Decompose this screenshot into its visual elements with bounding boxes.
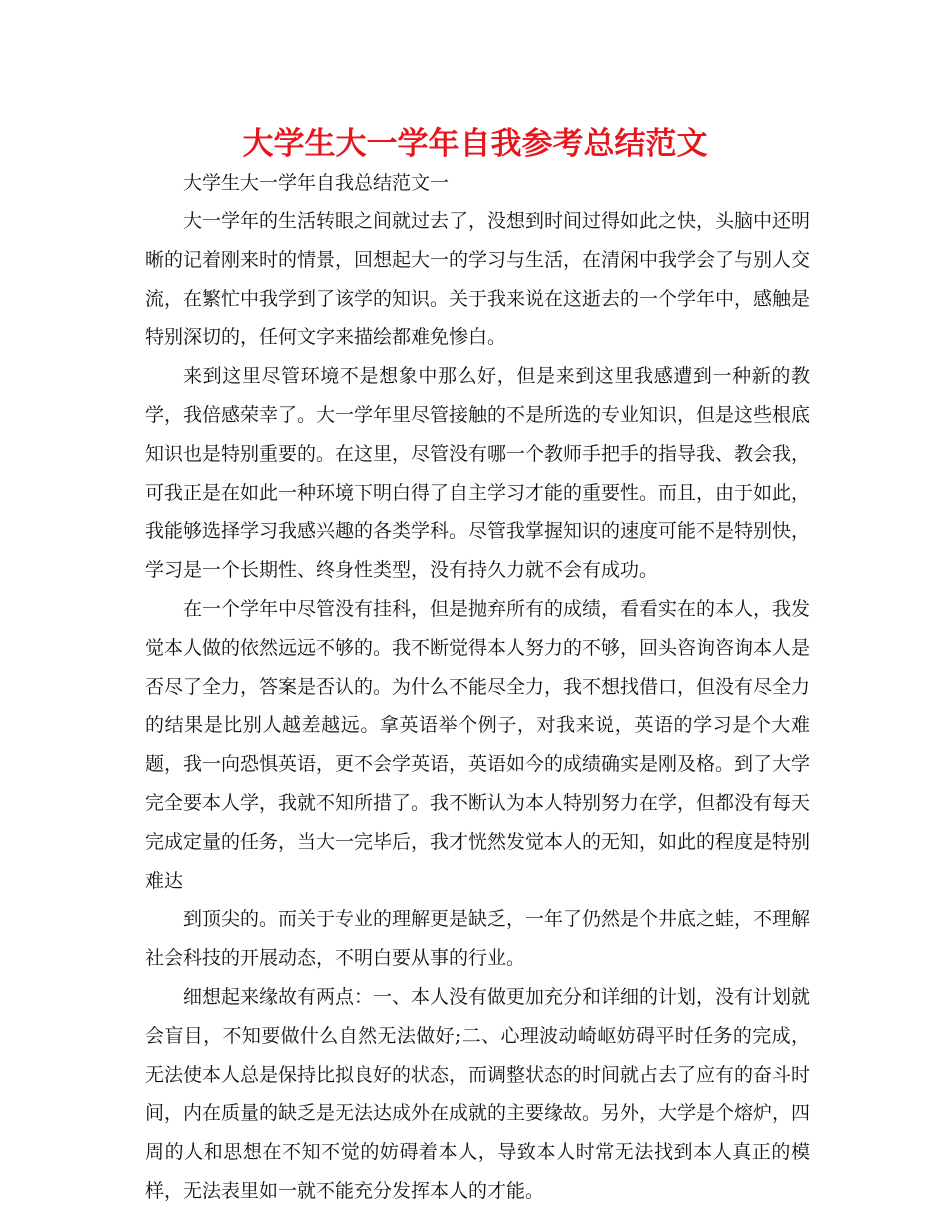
body-paragraph: 到顶尖的。而关于专业的理解更是缺乏，一年了仍然是个井底之蛙，不理解社会科技的开展动态，不明白要从事的行业。 — [145, 908, 811, 970]
body-paragraph: 在一个学年中尽管没有挂科，但是抛弃所有的成绩，看看实在的本人，我发觉本人做的依然远远不够的。我不断觉得本人努力的不够，回头咨询咨询本人是否尽了全力，答案是否认的。为什么不能尽全力，我不想找借口，但没有尽全力的结果是比别人越差越远。拿英语举个例子，对我来说，英语的学习是个大难题，我一向恐惧英语，更不会学英语，英语如今的成绩确实是刚及格。到了大学完全要本人学，我就不知所措了。我不断认为本人特别努力在学，但都没有每天完成定量的任务，当大一完毕后，我才恍然发觉本人的无知，如此的程度是特别难达 — [145, 597, 811, 892]
page-title: 大学生大一学年自我参考总结范文 — [242, 126, 708, 162]
document-body — [145, 164, 810, 1211]
subtitle-paragraph: 大学生大一学年自我总结范文一 — [183, 172, 450, 194]
body-paragraph: 来到这里尽管环境不是想象中那么好，但是来到这里我感遭到一种新的教学，我倍感荣幸了。大一学年里尽管接触的不是所选的专业知识，但是这些根底知识也是特别重要的。在这里，尽管没有哪一个教师手把手的指导我、教会我，可我正是在如此一种环境下明白得了自主学习才能的重要性。而且，由于如此，我能够选择学习我感兴趣的各类学科。尽管我掌握知识的速度可能不是特别快，学习是一个长期性、终身性类型，没有持久力就不会有成功。 — [145, 365, 811, 582]
body-paragraph: 细想起来缘故有两点：一、本人没有做更加充分和详细的计划，没有计划就会盲目，不知要做什么自然无法做好;二、心理波动崎岖妨碍平时任务的完成，无法使本人总是保持比拟良好的状态，而调整状态的时间就占去了应有的奋斗时间，内在质量的缺乏是无法达成外在成就的主要缘故。另外，大学是个熔炉，四周的人和思想在不知不觉的妨碍着本人，导致本人时常无法找到本人真正的模样，无法表里如一就不能充分发挥本人的才能。 — [145, 985, 811, 1202]
body-paragraph: 大一学年的生活转眼之间就过去了，没想到时间过得如此之快，头脑中还明晰的记着刚来时的情景，回想起大一的学习与生活，在清闲中我学会了与别人交流，在繁忙中我学到了该学的知识。关于我来说在这逝去的一个学年中，感触是特别深切的，任何文字来描绘都难免惨白。 — [145, 210, 811, 349]
